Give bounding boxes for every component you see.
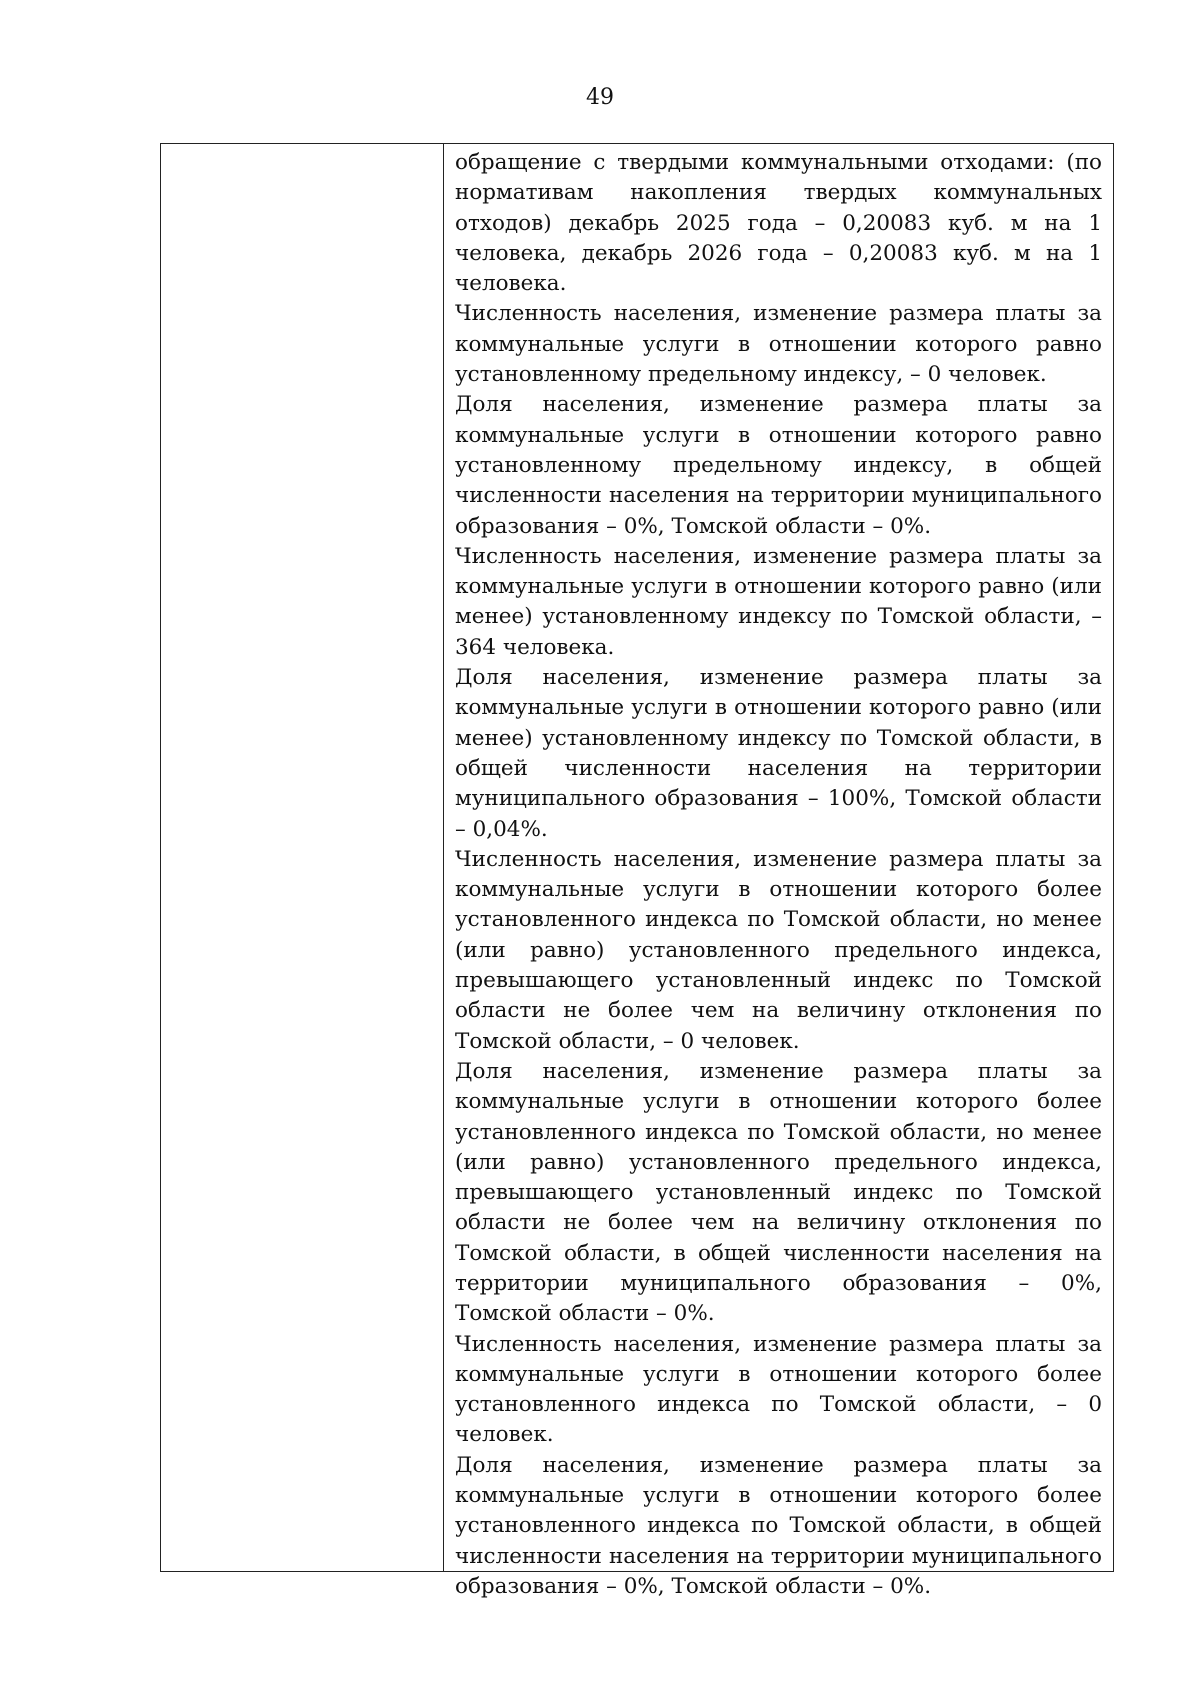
paragraph-share-above-index: Доля населения, изменение размера платы за коммунальные услуги в отношении которого более установленного индекса по Томской области, в общей численности населения на территории муниципального образования – 0%, Томской области – 0%. [455, 1452, 1102, 1599]
paragraph-population-equal-or-less-index: Численность населения, изменение размера платы за коммунальные услуги в отношении которого равно (или менее) установленному индексу по Томской области, – 364 человека. [455, 543, 1102, 660]
document-table [160, 143, 1114, 1599]
paragraph-share-equal-max-index: Доля населения, изменение размера платы за коммунальные услуги в отношении которого равно установленному предельному индексу, в общей численности населения на территории муниципального образования – 0%, Томской области – 0%. [455, 392, 1102, 539]
paragraph-population-above-index-within-deviation: Численность населения, изменение размера платы за коммунальные услуги в отношении которого более установленного индекса по Томской области, но менее (или равно) установленного предельного индекса, превышающего установленный индекс по Томской области не более чем на величину отклонения по Томской области, – 0 человек. [455, 846, 1102, 1054]
paragraph-share-above-index-within-deviation: Доля населения, изменение размера платы за коммунальные услуги в отношении которого более установленного индекса по Томской области, но менее (или равно) установленного предельного индекса, превышающего установленный индекс по Томской области не более чем на величину отклонения по Томской области, в общей численности населения на территории муниципального образования – 0%, Томской области – 0%. [455, 1058, 1102, 1327]
page-number: 49 [586, 85, 614, 110]
paragraph-population-equal-max-index: Численность населения, изменение размера платы за коммунальные услуги в отношении которого равно установленному предельному индексу, – 0 человек. [455, 301, 1102, 388]
paragraph-waste-norms: обращение с твердыми коммунальными отходами: (по нормативам накопления твердых коммунальных отходов) декабрь 2025 года – 0,20083 куб. м на 1 человека, декабрь 2026 года – 0,20083 куб. м на 1 человека. [455, 150, 1102, 297]
paragraph-population-above-index: Численность населения, изменение размера платы за коммунальные услуги в отношении которого более установленного индекса по Томской области, – 0 человек. [455, 1331, 1102, 1448]
paragraph-share-equal-or-less-index: Доля населения, изменение размера платы за коммунальные услуги в отношении которого равно (или менее) установленному индексу по Томской области, в общей численности населения на территории муниципального образования – 100%, Томской области – 0,04%. [455, 665, 1102, 842]
table-right-cell [444, 144, 1113, 1599]
table-left-cell [161, 144, 444, 1571]
